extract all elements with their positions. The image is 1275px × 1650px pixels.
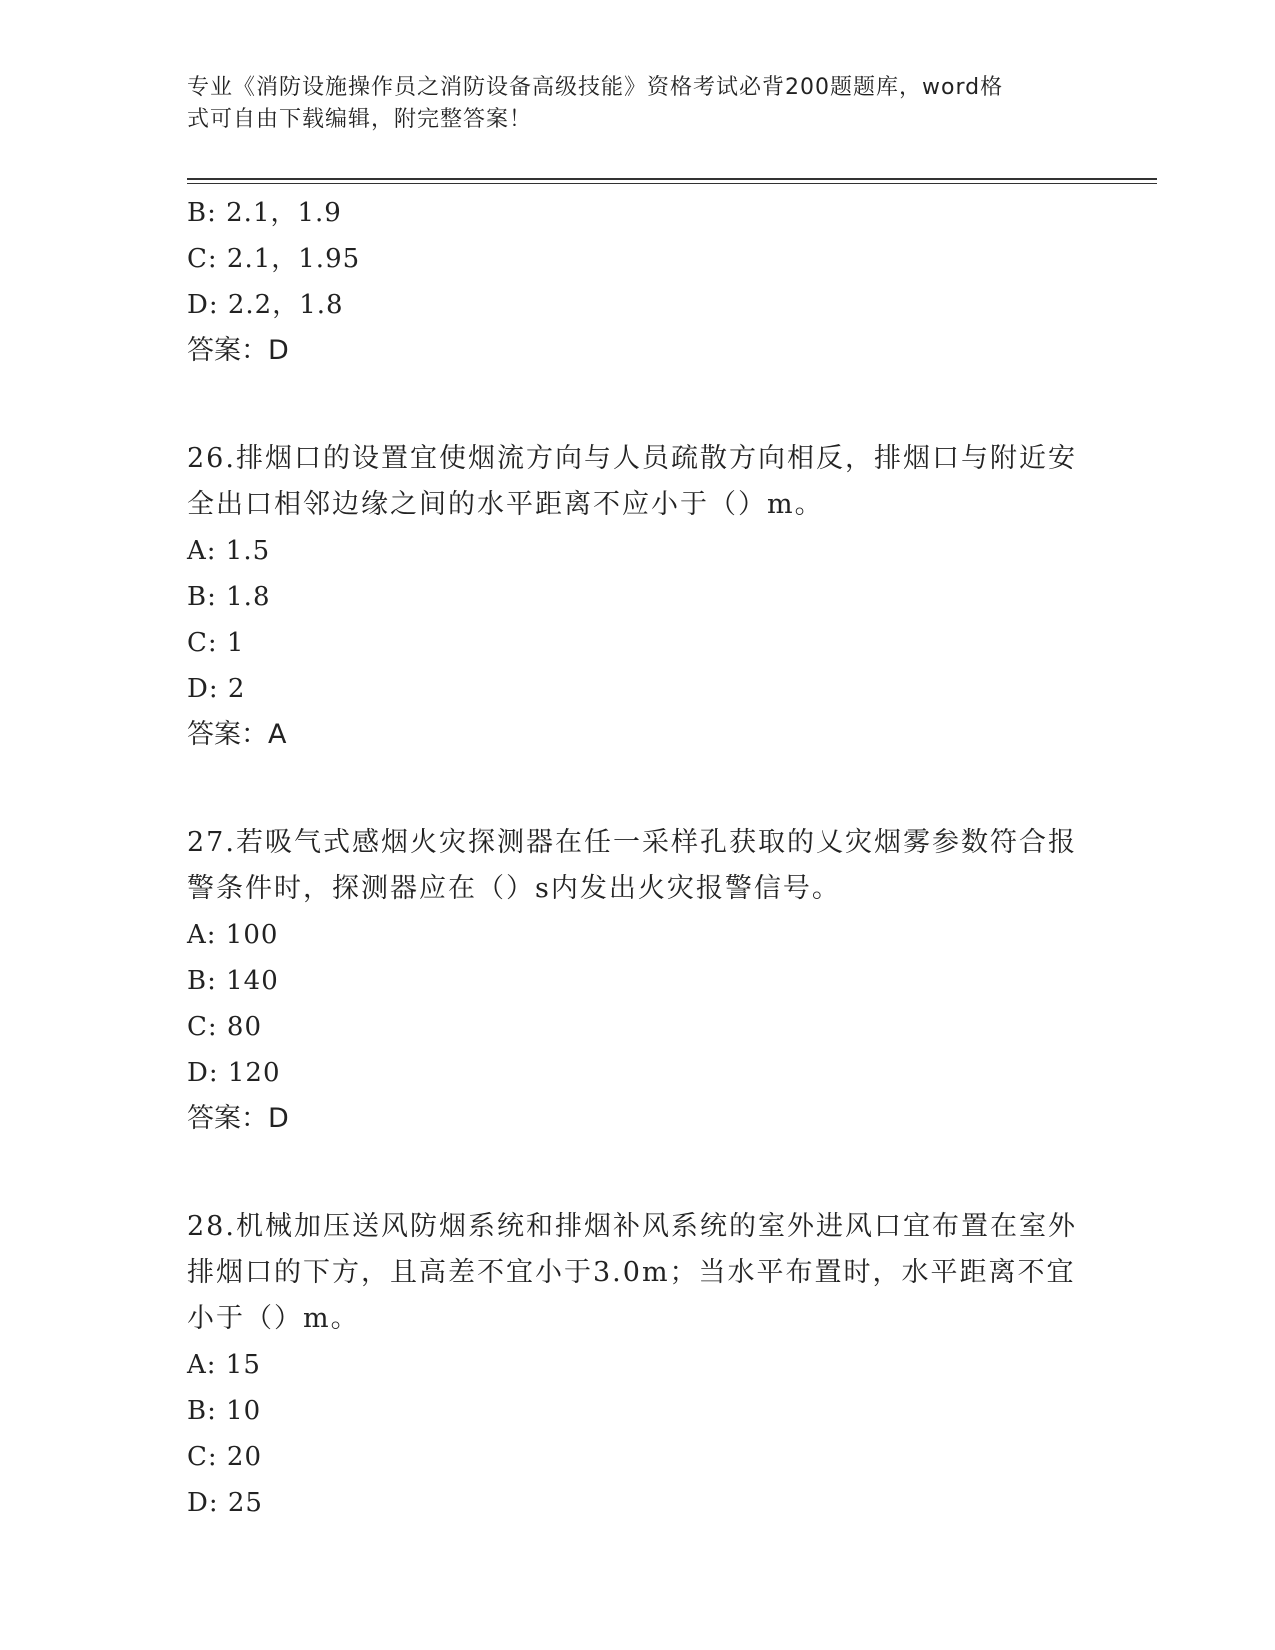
option-c: C: 20: [187, 1442, 263, 1472]
option-d: D: 2.2，1.8: [187, 290, 344, 320]
header-divider-thick: [187, 178, 1157, 180]
question-text-line: 全出口相邻边缘之间的水平距离不应小于（）m。: [187, 489, 824, 520]
answer: 答案：D: [187, 335, 289, 366]
question-text-line: 小于（）m。: [187, 1303, 360, 1334]
option-c: C: 80: [187, 1012, 263, 1042]
document-header: [187, 72, 1067, 136]
option-b: B: 10: [187, 1396, 262, 1426]
question-text-line: 28.机械加压送风防烟系统和排烟补风系统的室外进风口宜布置在室外: [187, 1211, 1077, 1242]
option-b: B: 1.8: [187, 582, 271, 612]
question-text-line: 排烟口的下方，且高差不宜小于3.0m；当水平布置时，水平距离不宜: [187, 1257, 1076, 1288]
option-b: B: 2.1，1.9: [187, 198, 342, 228]
option-c: C: 2.1，1.95: [187, 244, 361, 274]
question-text-line: 警条件时，探测器应在（）s内发出火灾报警信号。: [187, 873, 841, 904]
option-d: D: 25: [187, 1488, 263, 1518]
option-a: A: 1.5: [187, 536, 271, 566]
document-body: [187, 190, 1087, 1526]
option-a: A: 100: [187, 920, 279, 950]
question-text-line: 27.若吸气式感烟火灾探测器在任一采样孔获取的乂灾烟雾参数符合报: [187, 827, 1077, 858]
option-a: A: 15: [187, 1350, 261, 1380]
header-line-2: 式可自由下载编辑，附完整答案！: [187, 107, 533, 132]
answer: 答案：A: [187, 719, 287, 750]
question-25-tail: [187, 190, 1087, 374]
question-28: [187, 1204, 1087, 1526]
option-c: C: 1: [187, 628, 245, 658]
answer: 答案：D: [187, 1103, 289, 1134]
header-divider-thin: [187, 183, 1157, 184]
option-d: D: 120: [187, 1058, 281, 1088]
question-text-line: 26.排烟口的设置宜使烟流方向与人员疏散方向相反，排烟口与附近安: [187, 443, 1077, 474]
option-b: B: 140: [187, 966, 279, 996]
header-line-1: 专业《消防设施操作员之消防设备高级技能》资格考试必背200题题库，word格: [187, 75, 1004, 100]
question-27: [187, 820, 1087, 1142]
question-26: [187, 436, 1087, 758]
option-d: D: 2: [187, 674, 246, 704]
